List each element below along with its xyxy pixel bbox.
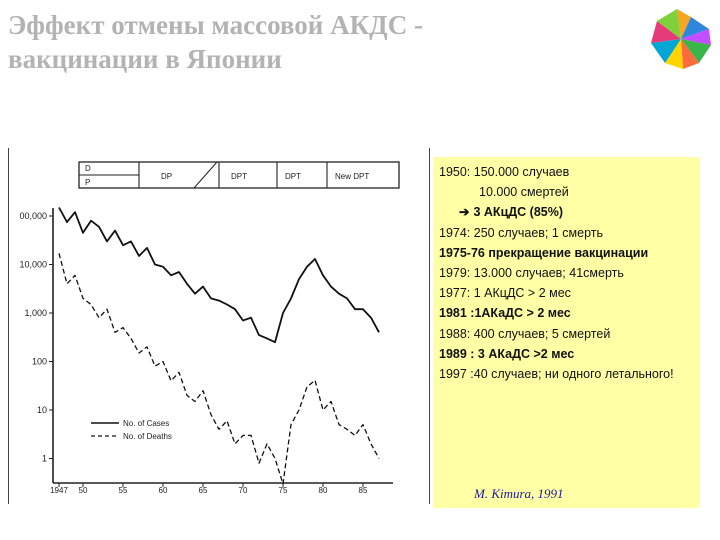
band-label-5: New DPT: [335, 172, 370, 181]
x-tick-label-6: 75: [278, 486, 288, 495]
x-tick-label-0: 1947: [50, 486, 68, 495]
info-line-1974: 1974: 250 случаев; 1 смерть: [439, 225, 604, 240]
info-line-akds: ➔ 3 АКцДС (85%): [459, 205, 563, 220]
info-panel: [433, 157, 700, 508]
x-tick-label-1: 50: [78, 486, 88, 495]
x-tick-label-8: 85: [358, 486, 368, 495]
x-tick-label-3: 60: [158, 486, 168, 495]
slide-title-line-2: вакцинации в Японии: [8, 44, 282, 74]
info-line-1979: 1979: 13.000 случаев; 41смерть: [439, 266, 624, 281]
y-tick-label-4: 10: [36, 405, 47, 415]
y-tick-label-1: 10,000: [19, 259, 47, 270]
vaccine-band: [79, 162, 399, 188]
info-line-1997: 1997 :40 случаев; ни одного летального!: [439, 367, 674, 382]
info-line-1989: 1989 : 3 АКаДС >2 мес: [439, 346, 575, 361]
info-line-1950-deaths: 10.000 смертей: [479, 185, 569, 200]
info-line-1988: 1988: 400 случаев; 5 смертей: [439, 326, 611, 341]
series-line-1: [59, 253, 379, 484]
citation: M. Kimura, 1991: [474, 486, 564, 501]
band-slash: [194, 162, 217, 188]
x-tick-label-4: 65: [198, 486, 208, 495]
x-tick-label-5: 70: [238, 486, 248, 495]
slide-title-line-1: Эффект отмены массовой АКДС -: [8, 10, 423, 40]
band-label-2: DP: [161, 172, 173, 181]
band-label-3: DPT: [231, 172, 247, 181]
band-label-1: P: [85, 178, 91, 187]
y-tick-label-0: 00,000: [19, 211, 47, 221]
pinwheel-logo-icon: [648, 6, 714, 72]
slide-title: [8, 8, 568, 76]
band-label-4: DPT: [285, 172, 301, 181]
x-tick-label-7: 80: [318, 486, 328, 495]
y-tick-label-2: 1,000: [24, 308, 47, 318]
chart-panel: [8, 148, 430, 504]
chart-axes: [19, 208, 393, 495]
legend-label-0: No. of Cases: [123, 419, 170, 428]
band-label-0: D: [85, 164, 91, 173]
x-tick-label-2: 55: [118, 486, 128, 495]
chart-legend: [91, 419, 172, 441]
series-line-0: [59, 208, 379, 343]
chart-series: [59, 208, 379, 484]
info-line-1981: 1981 :1АКаДС > 2 мес: [439, 306, 571, 321]
arrow-right-icon: ➔: [459, 205, 470, 220]
info-line-1975: 1975-76 прекращение вакцинации: [439, 245, 649, 260]
info-line-1977: 1977: 1 АКцДС > 2 мес: [439, 286, 571, 301]
info-line-1950-cases: 1950: 150.000 случаев: [439, 165, 570, 179]
y-tick-label-3: 100: [31, 356, 47, 367]
legend-label-1: No. of Deaths: [123, 432, 172, 441]
y-tick-label-5: 1: [41, 453, 47, 464]
pertussis-chart: [9, 148, 429, 504]
